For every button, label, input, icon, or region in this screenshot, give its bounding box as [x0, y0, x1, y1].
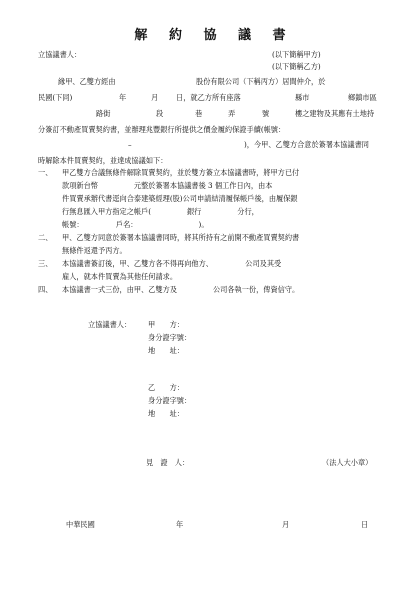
item-line: 無條件返還予丙方。 [62, 246, 127, 255]
title-char: 解 [134, 28, 148, 43]
item-number: 三、 [38, 259, 53, 268]
intro-text: 段 [156, 109, 164, 118]
intro-text: 弄 [228, 109, 236, 118]
intro-text: 年 [119, 93, 127, 102]
item-line: 甲乙雙方合議無條件解除買賣契約，並於雙方簽立本協議書時，將甲方已付 [62, 168, 300, 177]
item-line: 本協議書一式三份，由甲、乙雙方及 公司各執一份，俾資信守。 [62, 285, 300, 294]
party-a-note: (以下簡稱甲方) [272, 50, 321, 59]
intro-text: 縣市 [295, 93, 310, 102]
title-char: 書 [272, 28, 286, 43]
item-line: 雇人，就本件買賣為其他任何請求。 [62, 272, 178, 281]
witness-label: 見 證 人： [146, 458, 190, 467]
intro-text: 日，就乙方所有座落 [176, 93, 241, 102]
intro-text: 樓之建物及其應有土地持 [295, 109, 375, 118]
title-char: 議 [238, 28, 252, 43]
date-day: 日 [361, 520, 369, 529]
item-line: 行無息匯入甲方指定之帳戶( 銀行 分行， [62, 207, 259, 216]
party-b-note: (以下簡稱乙方) [272, 62, 321, 71]
signer-label: 立協議書人： [88, 320, 132, 329]
party-a-address-label: 地 址： [148, 346, 184, 355]
item-line: 甲、乙雙方同意於簽署本協議書同時，將其所持有之前開不動產買賣契約書 [62, 233, 300, 242]
item-line: 帳號： 戶名： )。 [62, 220, 209, 229]
party-label: 立協議書人： [38, 50, 82, 59]
title-char: 約 [168, 28, 182, 43]
intro-text: )，今甲、乙雙方合意於簽署本協議書同 [244, 140, 369, 149]
item-number: 一、 [38, 168, 53, 177]
intro-text: 路街 [96, 109, 111, 118]
seal-note: （法人大小章） [322, 458, 373, 467]
item-line: 件買賣承辦代書逕向合泰建築經理(股)公司申請結清履保帳戶後，由履保銀 [62, 194, 298, 203]
intro-text: 分簽訂不動產買賣契約書，並辦理兆豐銀行所提供之價金履約保證手續(帳號： [38, 125, 286, 134]
date-month: 月 [282, 520, 290, 529]
party-b-address-label: 地 址： [148, 409, 184, 418]
item-line: 款項新台幣 元整於簽署本協議書後 3 個工作日內，由本 [62, 181, 273, 190]
party-a-label: 甲 方： [148, 320, 184, 329]
intro-text: 緣甲、乙雙方經由 [58, 77, 116, 86]
party-b-label: 乙 方： [148, 383, 184, 392]
date-year: 年 [176, 520, 184, 529]
title-char: 協 [203, 28, 217, 43]
intro-text: 民國(下同) [38, 93, 73, 102]
date-era: 中華民國 [66, 520, 95, 529]
intro-text: – [128, 140, 132, 149]
party-b-id-label: 身分證字號： [148, 396, 192, 405]
item-number: 四、 [38, 285, 53, 294]
intro-text: 月 [151, 93, 159, 102]
intro-text: 股份有限公司（下稱丙方）居間仲介，於 [196, 77, 326, 86]
intro-text: 鄉鎮市區 [348, 93, 377, 102]
intro-text: 巷 [195, 109, 203, 118]
item-number: 二、 [38, 233, 53, 242]
item-line: 本協議書簽訂後，甲、乙雙方各不得再向他方、 公司及其受 [62, 259, 282, 268]
document-title [0, 24, 420, 43]
party-a-id-label: 身分證字號： [148, 333, 192, 342]
intro-text: 時解除本件買賣契約，並達成協議如下： [38, 156, 168, 165]
intro-text: 號 [262, 109, 270, 118]
